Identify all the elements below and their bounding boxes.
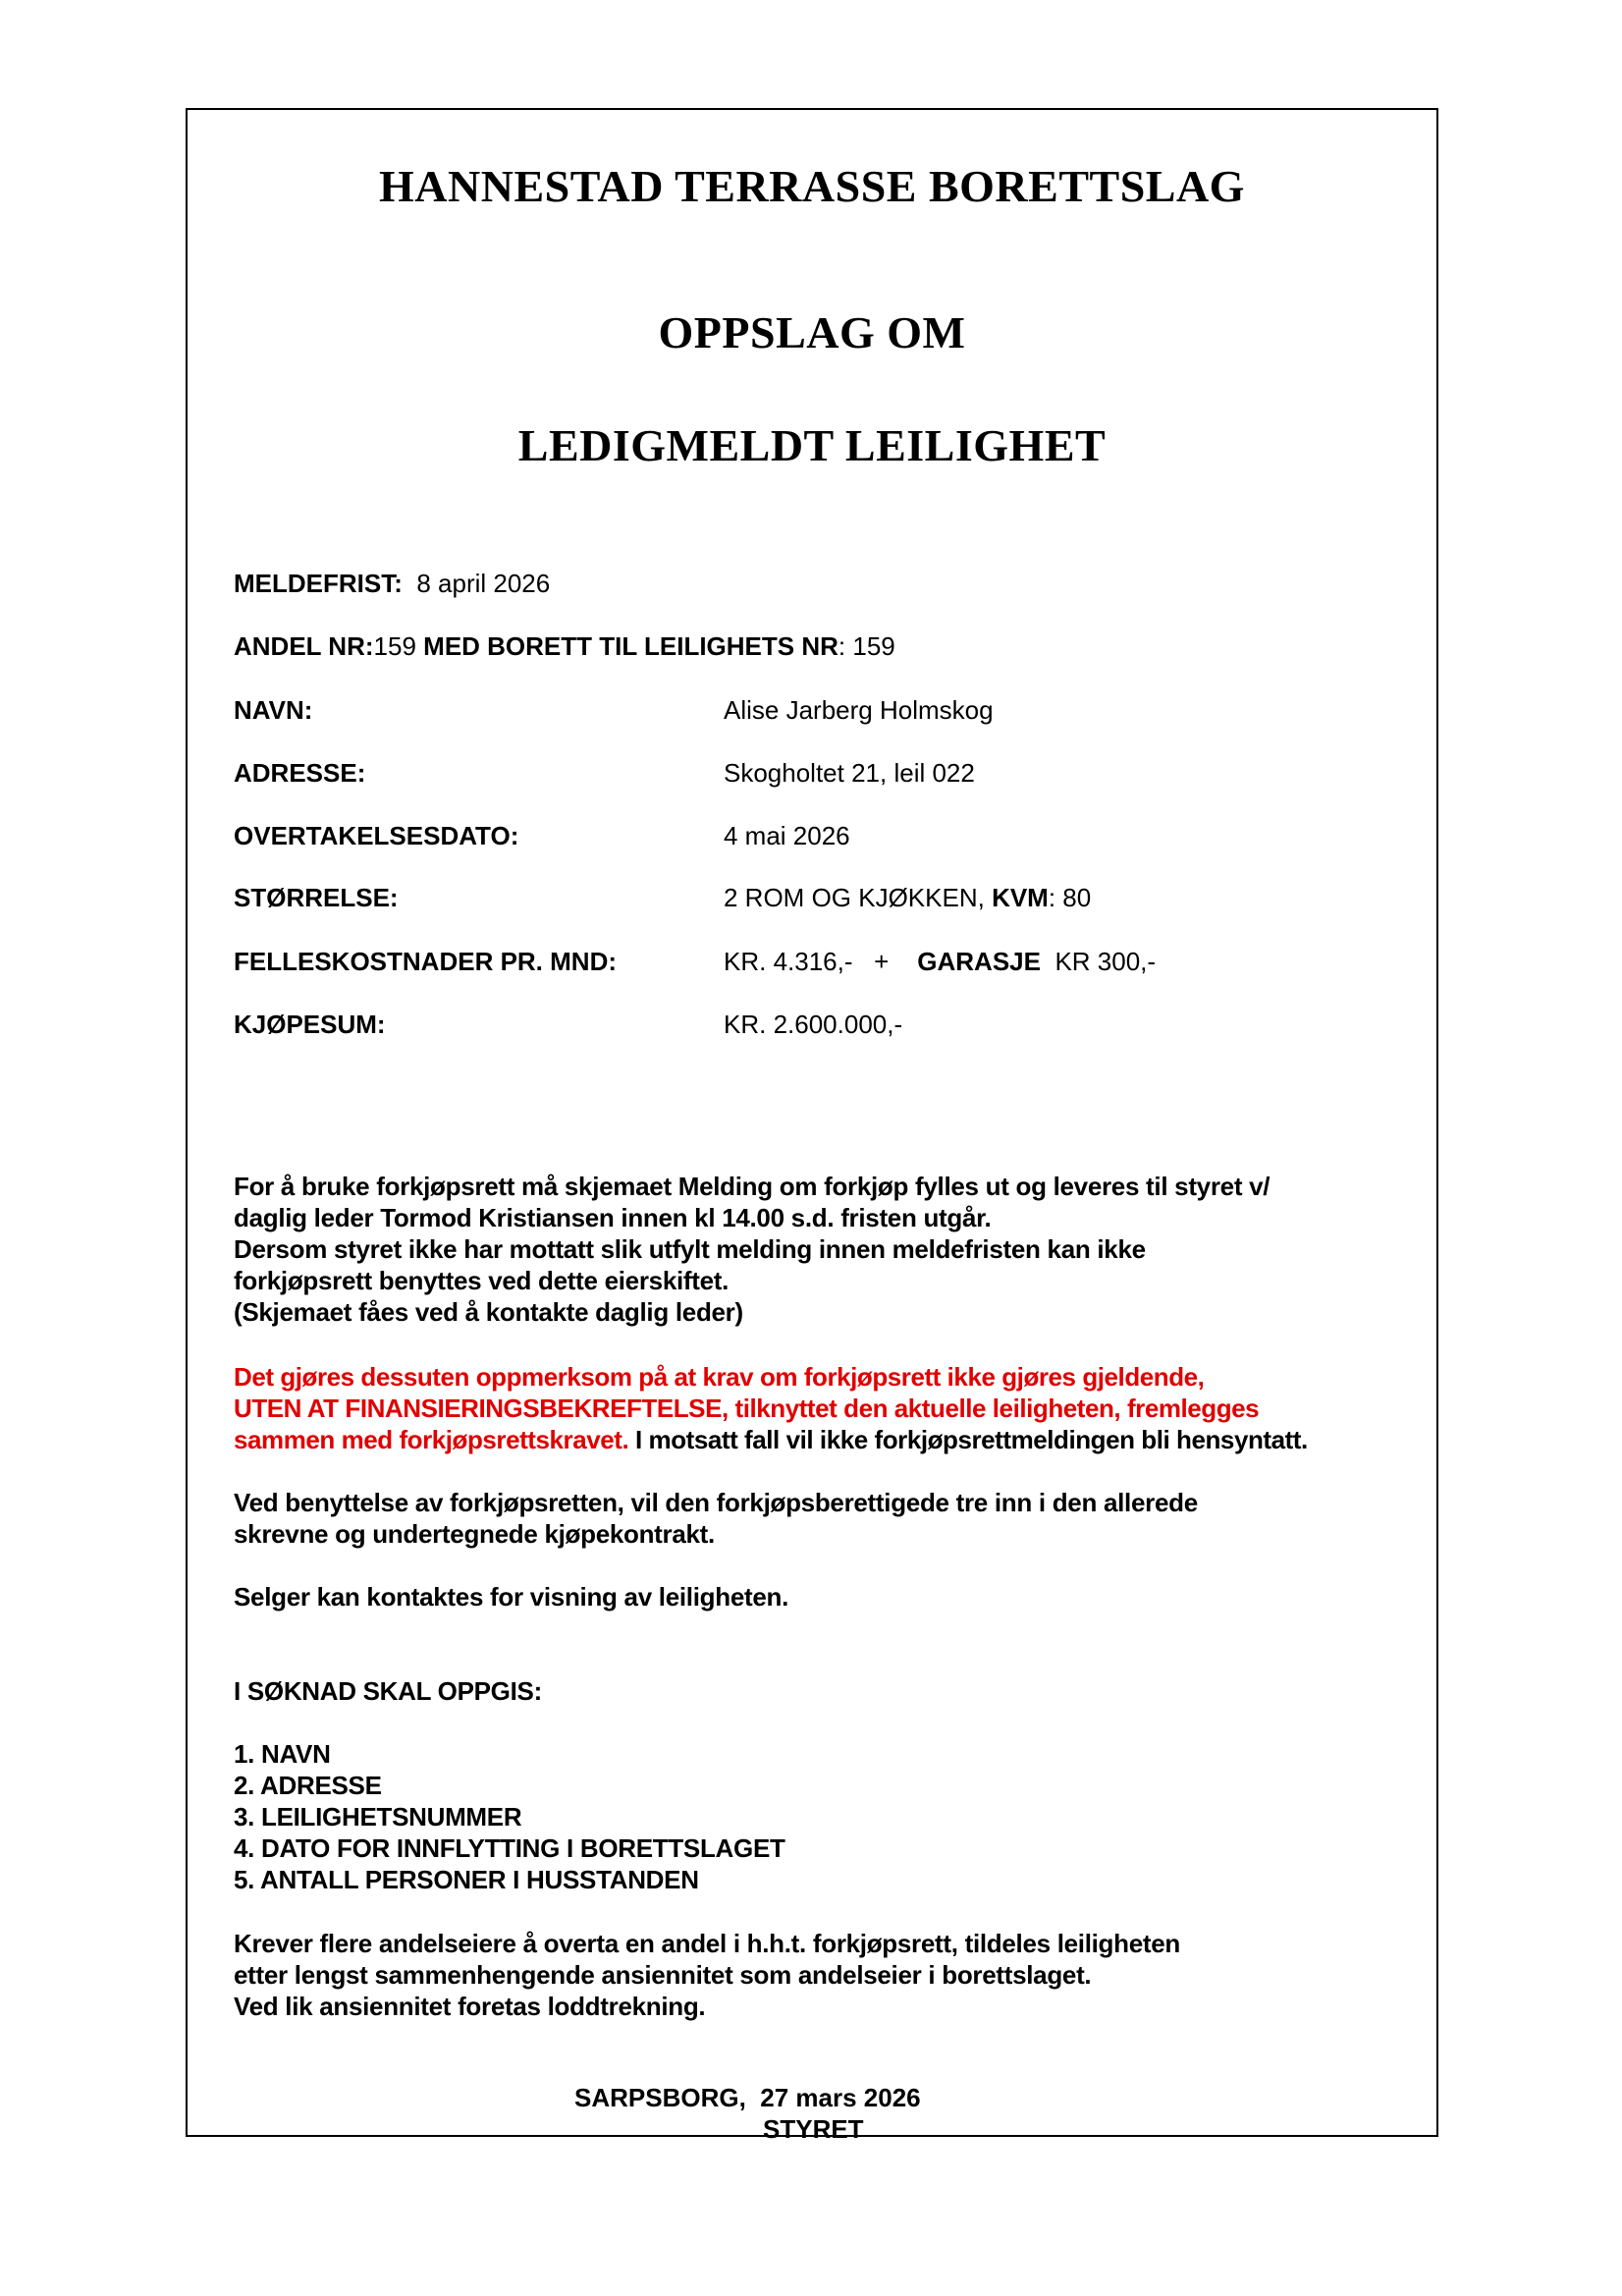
borett-value: 159: [852, 631, 895, 661]
place-date: SARPSBORG, 27 mars 2026: [574, 2083, 921, 2112]
paragraph-line: forkjøpsrett benyttes ved dette eierskiftet.: [234, 1266, 730, 1295]
andel-value: 159: [373, 631, 416, 661]
paragraph-line: Ved lik ansiennitet foretas loddtrekning.: [234, 1992, 706, 2021]
list-item: 5. ANTALL PERSONER I HUSSTANDEN: [234, 1865, 699, 1894]
borett-colon: :: [838, 631, 846, 661]
list-item: 1. NAVN: [234, 1739, 331, 1769]
paragraph-line: Krever flere andelseiere å overta en andel i h.h.t. forkjøpsrett, tildeles leiligheten: [234, 1929, 1180, 1958]
garasje-label: GARASJE: [917, 947, 1041, 976]
page-title: HANNESTAD TERRASSE BORETTSLAG: [379, 161, 1245, 211]
warning-rest: , tilknyttet den aktuelle leiligheten, fremlegges: [721, 1394, 1260, 1423]
overtakelse-value: 4 mai 2026: [724, 821, 850, 850]
meldefrist-row: [234, 568, 550, 599]
signature: STYRET: [763, 2114, 864, 2144]
overtakelse-label: OVERTAKELSESDATO:: [234, 821, 519, 850]
storrelse-label: STØRRELSE:: [234, 883, 399, 912]
navn-value: Alise Jarberg Holmskog: [724, 695, 994, 725]
warning-line: [234, 1424, 1308, 1455]
felles-value: KR. 4.316,- +: [724, 947, 890, 976]
paragraph-line: (Skjemaet fåes ved å kontakte daglig leder): [234, 1297, 743, 1327]
garasje-value: KR 300,-: [1054, 947, 1157, 976]
list-item: 4. DATO FOR INNFLYTTING I BORETTSLAGET: [234, 1833, 785, 1863]
warning-black-part: I motsatt fall vil ikke forkjøpsrettmeldingen bli hensyntatt.: [628, 1425, 1308, 1454]
warning-line: Det gjøres dessuten oppmerksom på at krav om forkjøpsrett ikke gjøres gjeldende,: [234, 1362, 1205, 1392]
adresse-label: ADRESSE:: [234, 758, 366, 788]
navn-label: NAVN:: [234, 695, 313, 725]
list-item: 3. LEILIGHETSNUMMER: [234, 1802, 522, 1831]
paragraph-line: daglig leder Tormod Kristiansen innen kl 14.00 s.d. fristen utgår.: [234, 1203, 992, 1232]
felles-label: FELLESKOSTNADER PR. MND:: [234, 947, 617, 976]
kjopesum-value: KR. 2.600.000,-: [724, 1010, 903, 1039]
andel-row: [234, 630, 895, 662]
paragraph-line: skrevne og undertegnede kjøpekontrakt.: [234, 1519, 715, 1549]
warning-line: [234, 1393, 1308, 1424]
seniority-paragraph: [234, 1928, 1180, 2022]
warning-red-part: sammen med forkjøpsrettskravet.: [234, 1425, 629, 1454]
storrelse-row: [724, 882, 1091, 913]
kvm-value: : 80: [1048, 883, 1092, 912]
andel-label: ANDEL NR:: [234, 631, 374, 661]
meldefrist-value: 8 april 2026: [416, 569, 551, 598]
storrelse-value: 2 ROM OG KJØKKEN,: [724, 883, 985, 912]
notice-subheading: LEDIGMELDT LEILIGHET: [517, 420, 1107, 470]
list-item: 2. ADRESSE: [234, 1771, 382, 1800]
kjopesum-label: KJØPESUM:: [234, 1010, 386, 1039]
viewing-paragraph: Selger kan kontaktes for visning av leiligheten.: [234, 1582, 789, 1612]
meldefrist-label: MELDEFRIST:: [234, 569, 403, 598]
borett-label: MED BORETT TIL LEILIGHETS NR: [423, 631, 838, 661]
paragraph-line: Ved benyttelse av forkjøpsretten, vil den forkjøpsberettigede tre inn i den allerede: [234, 1488, 1198, 1517]
preemption-instructions: [234, 1171, 1270, 1328]
financing-warning: [234, 1361, 1308, 1455]
application-list: [234, 1738, 785, 1895]
warning-caps: UTEN AT FINANSIERINGSBEKREFTELSE: [234, 1394, 722, 1423]
paragraph-line: For å bruke forkjøpsrett må skjemaet Melding om forkjøp fylles ut og leveres til styret v/: [234, 1172, 1271, 1201]
felles-row: [724, 946, 1156, 977]
application-heading: I SØKNAD SKAL OPPGIS:: [234, 1676, 542, 1706]
kvm-label: KVM: [992, 883, 1049, 912]
contract-paragraph: [234, 1487, 1198, 1550]
notice-heading: OPPSLAG OM: [658, 307, 966, 357]
adresse-value: Skogholtet 21, leil 022: [724, 758, 975, 788]
paragraph-line: Dersom styret ikke har mottatt slik utfylt melding innen meldefristen kan ikke: [234, 1234, 1146, 1264]
paragraph-line: etter lengst sammenhengende ansiennitet som andelseier i borettslaget.: [234, 1960, 1092, 1990]
